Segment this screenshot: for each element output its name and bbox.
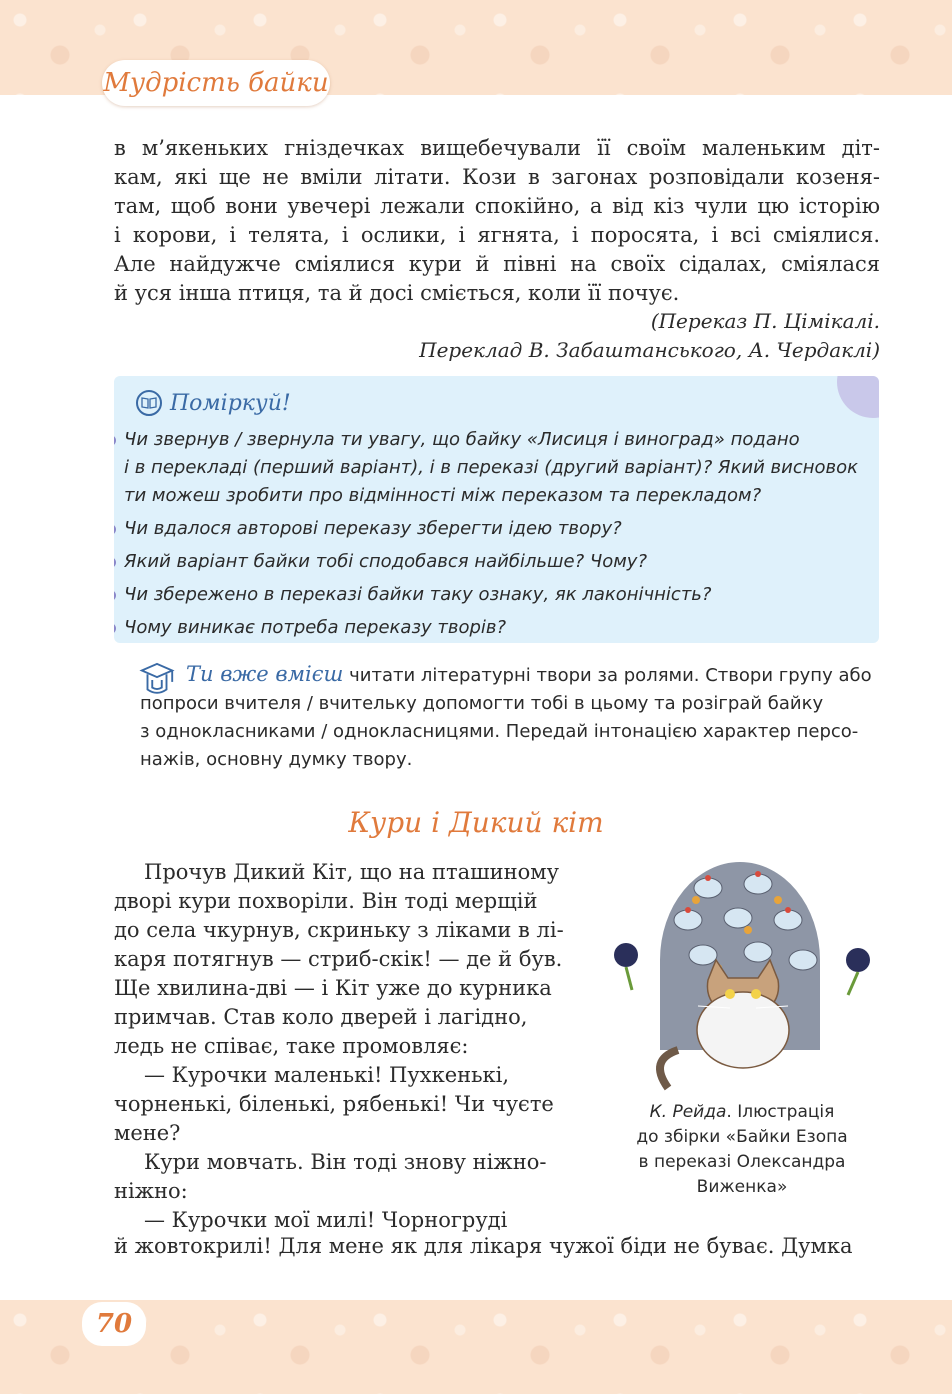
source-note [419,307,880,365]
question-line: Чи вдалося авторові переказу зберегти ідею твору? [124,518,622,539]
story-line: Прочув Дикий Кіт, що на пташиному [144,860,559,884]
skill-text: читати літературні твори за ролями. Створи групу або [343,665,872,686]
bullet-icon [114,590,116,601]
text-line: в м’якеньких гніздечках вищебечували її своїм маленьким діт- [114,136,880,160]
caption-line: до збірки «Байки Езопа [636,1127,848,1147]
text-line: кам, які ще не вміли літати. Кози в загонах розповідали козеня- [114,165,880,189]
question-item [114,548,879,576]
caption-line: в переказі Олександра [638,1152,846,1172]
question-item [114,515,879,543]
text-line: Але найдужче сміялися кури й півні на своїх сідалах, сміялася [114,252,880,276]
bullet-icon [114,524,116,535]
story-line: дворі кури похворіли. Він тоді мерщій [114,889,538,913]
story-line: — Курочки маленькі! Пухкенькі, [144,1063,510,1087]
caption-line: Виженка» [696,1177,788,1197]
skill-line: попроси вчителя / вчительку допомогти тобі в цьому та розіграй байку [140,693,824,714]
bullet-icon [114,623,116,634]
story-line: до села чкурнув, скриньку з ліками в лі- [114,918,564,942]
story-line: Ще хвилина-дві — і Кіт уже до курника [114,976,552,1000]
story-line: ніжно: [114,1179,188,1203]
story-line: чорненькі, біленькі, рябенькі! Чи чуєте [114,1092,554,1116]
story-line: ледь не співає, таке промовляє: [114,1034,469,1058]
question-line: Який варіант байки тобі сподобався найбільше? Чому? [124,551,648,572]
story-text [114,858,584,1235]
question-item [114,614,879,642]
source-line: Переклад В. Забаштанського, А. Чердаклі) [419,338,880,362]
bullet-icon [114,557,116,568]
question-line: Чи збережено в переказі байки таку ознаку, як лаконічність? [124,584,712,605]
illustration-cat-and-hens [608,860,872,1095]
story-line: каря потягнув — стриб-скік! — де й був. [114,947,563,971]
source-line: (Переказ П. Цімікалі. [650,309,880,333]
question-line: ти можеш зробити про відмінності між переказом та перекладом? [124,485,762,506]
story-line: Кури мовчать. Він тоді знову ніжно- [144,1150,547,1174]
question-list [114,426,879,642]
story-last-line: й жовтокрилі! Для мене як для лікаря чужої біди не буває. Думка [114,1234,853,1258]
caption-author: К. Рейда [649,1102,727,1122]
question-item [114,581,879,609]
skill-title: Ти вже вмієш [186,662,344,686]
caption-text: . Ілюстрація [726,1102,835,1122]
text-line: і корови, і телята, і ослики, і ягнята, і поросята, і всі сміялися. [114,223,880,247]
think-title: Поміркуй! [170,390,291,416]
section-title: Мудрість байки [102,60,330,106]
question-line: Чому виникає потреба переказу творів? [124,617,507,638]
page-number: 70 [82,1302,146,1346]
story-line: примчав. Став коло дверей і лагідно, [114,1005,528,1029]
story-line: мене? [114,1121,181,1145]
decorative-corner [837,376,879,418]
text-line: й уся інша птиця, та й досі сміється, коли її почує. [114,281,680,305]
text-line: там, щоб вони увечері лежали спокійно, а від кіз чули цю історію [114,194,880,218]
bullet-icon [114,435,116,446]
skill-line [140,660,880,690]
story-title: Кури і Дикий кіт [348,806,604,839]
paragraph-top [114,134,880,308]
think-header [136,388,291,418]
question-item [114,426,879,510]
caption-line [612,1100,872,1125]
question-line: і в перекладі (перший варіант), і в переказі (другий варіант)? Який висновок [124,457,859,478]
skill-block [140,660,880,774]
illustration-caption [612,1100,872,1200]
book-icon [136,390,162,416]
skill-line: з однокласниками / однокласницями. Передай інтонацією характер персо- [140,721,859,742]
question-line: Чи звернув / звернула ти увагу, що байку «Лисиця і виноград» подано [124,429,800,450]
think-box [114,376,879,643]
skill-line: нажів, основну думку твору. [140,749,413,770]
story-line: — Курочки мої милі! Чорногруді [144,1208,508,1232]
